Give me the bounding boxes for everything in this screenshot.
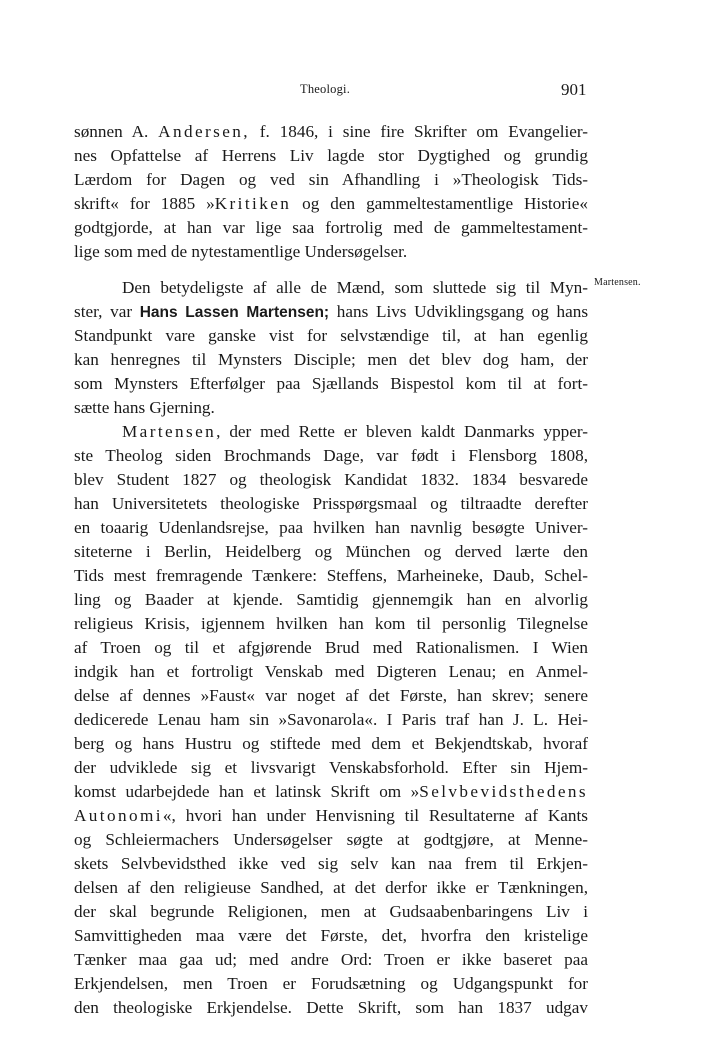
- text-line: ster, var Hans Lassen Martensen; hans Livs Udviklingsgang og hans: [74, 302, 589, 321]
- text-line: Standpunkt vare ganske vist for selvstændige til, at han egenlig: [74, 326, 588, 345]
- text-line: skets Selvbevidsthed ikke ved sig selv kan naa frem til Erkjen-: [74, 854, 588, 873]
- text-line: ste Theolog siden Brochmands Dage, var født i Flensborg 1808,: [74, 446, 588, 465]
- page-number: 901: [561, 80, 587, 99]
- text-line: delse af dennes »Faust« var noget af det Første, han skrev; senere: [74, 686, 588, 705]
- text-line: Samvittigheden maa være det Første, det, hvorfra den kristelige: [74, 926, 588, 945]
- text-line: og Schleiermachers Undersøgelser søgte at godtgjøre, at Menne-: [74, 830, 588, 849]
- text-line: blev Student 1827 og theologisk Kandidat 1832. 1834 besvarede: [74, 470, 588, 489]
- text-line: komst udarbejdede han et latinsk Skrift om »Selvbevidsthedens: [74, 782, 588, 801]
- person-name: Hans Lassen Martensen;: [139, 304, 330, 321]
- text-line: berg og hans Hustru og stiftede med dem et Bekjendtskab, hvoraf: [74, 734, 588, 753]
- text-line: religieus Krisis, igjennem hvilken han kom til personlig Tilegnelse: [74, 614, 588, 633]
- text-line: dedicerede Lenau ham sin »Savonarola«. I Paris traf han J. L. Hei-: [74, 710, 588, 729]
- text-line: Lærdom for Dagen og ved sin Afhandling i »Theologisk Tids-: [74, 170, 588, 189]
- text-line: nes Opfattelse af Herrens Liv lagde stor Dygtighed og grundig: [74, 146, 588, 165]
- text-line: en toaarig Udenlandsrejse, paa hvilken han navnlig besøgte Univer-: [74, 518, 588, 537]
- running-head: Theologi.: [300, 82, 351, 96]
- text-line: Tænker maa gaa ud; med andre Ord: Troen er ikke baseret paa: [74, 950, 588, 969]
- text-line: godtgjorde, at han var lige saa fortrolig med de gammeltestament-: [74, 218, 588, 237]
- text-line: der skal begrunde Religionen, men at Gudsaabenbaringens Liv i: [74, 902, 588, 921]
- text-line: sønnen A. Andersen, f. 1846, i sine fire Skrifter om Evangelier-: [74, 122, 589, 141]
- text-line: der udviklede sig et livsvarigt Venskabsforhold. Efter sin Hjem-: [74, 758, 588, 777]
- text-line: Tids mest fremragende Tænkere: Steffens, Marheineke, Daub, Schel-: [74, 566, 588, 585]
- text-line: Autonomi«, hvori han under Henvisning til Resultaterne af Kants: [74, 806, 588, 825]
- text-line: skrift« for 1885 »Kritiken og den gammeltestamentlige Historie«: [74, 194, 588, 213]
- text-line: kan henregnes til Mynsters Disciple; men det blev dog ham, der: [74, 350, 588, 369]
- text-line: lige som med de nytestamentlige Undersøgelser.: [74, 242, 408, 261]
- text-line: indgik han et fortroligt Venskab med Digteren Lenau; en Anmel-: [74, 662, 588, 681]
- text-line: Erkjendelsen, men Troen er Forudsætning og Udgangspunkt for: [74, 974, 588, 993]
- text-line: den theologiske Erkjendelse. Dette Skrift, som han 1837 udgav: [74, 998, 588, 1017]
- text-line: ling og Baader at kjende. Samtidig gjennemgik han en alvorlig: [74, 590, 588, 609]
- text-line: af Troen og til et afgjørende Brud med Rationalismen. I Wien: [74, 638, 588, 657]
- margin-note: Martensen.: [594, 277, 641, 288]
- text-line: Den betydeligste af alle de Mænd, som sluttede sig til Myn-: [122, 278, 588, 297]
- text-line: som Mynsters Efterfølger paa Sjællands Bispestol kom til at fort-: [74, 374, 588, 393]
- text-line: han Universitetets theologiske Prisspørgsmaal og tiltraadte derefter: [74, 494, 588, 513]
- text-line: delsen af den religieuse Sandhed, at det derfor ikke er Tænkningen,: [74, 878, 588, 897]
- text-line: sætte hans Gjerning.: [74, 398, 215, 417]
- text-line: siteterne i Berlin, Heidelberg og München og derved lærte den: [74, 542, 588, 561]
- text-line: Martensen, der med Rette er bleven kaldt Danmarks ypper-: [122, 422, 588, 441]
